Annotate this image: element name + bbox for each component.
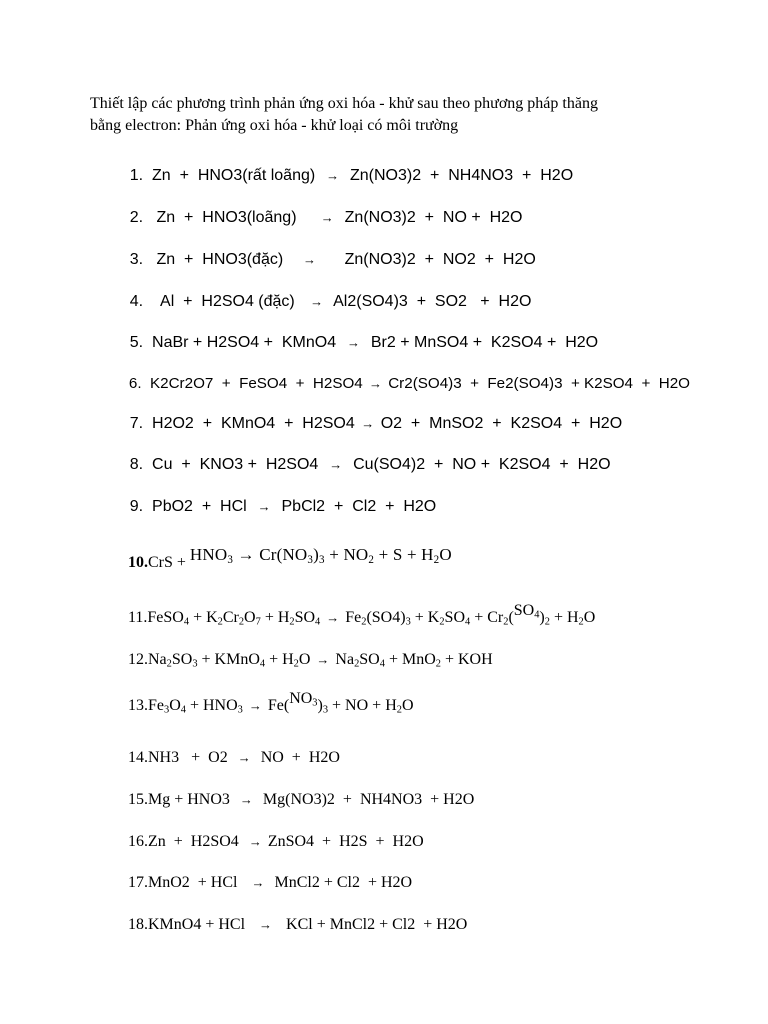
arrow-icon: → xyxy=(361,416,375,431)
arrow-icon: → xyxy=(237,750,251,765)
products: Br2 + MnSO4 + K2SO4 + H2O xyxy=(370,334,599,351)
products: Cu(SO4)2 + NO + K2SO4 + H2O xyxy=(353,456,611,473)
products: MnCl2 + Cl2 + H2O xyxy=(274,874,413,891)
equation-number: 10. xyxy=(128,554,148,571)
equation-number: 17. xyxy=(128,874,148,891)
reactants: Zn + HNO3(loãng) xyxy=(156,209,297,226)
equation-text: $Na_2SO_3$ + KMnO$_4$ + $H_2O \to Na_2SO_4 + MnO_2$ + KOH xyxy=(148,651,493,670)
arrow-icon: → xyxy=(302,252,316,267)
arrow-icon: → xyxy=(320,210,334,225)
equation-number: 8. xyxy=(129,456,144,473)
arrow-icon: → xyxy=(251,875,265,890)
arrow-icon: → xyxy=(368,376,382,391)
arrow-icon: → xyxy=(346,335,360,350)
intro-paragraph xyxy=(90,93,730,137)
equation-number: 2. xyxy=(129,209,144,226)
equation-number: 3. xyxy=(129,251,144,268)
products: Al2(SO4)3 + SO2 + H2O xyxy=(333,293,532,310)
equation-number: 5. xyxy=(129,334,144,351)
products: Mg(NO3)2 + NH4NO3 + H2O xyxy=(262,791,475,808)
reactants: K2Cr2O7 + FeSO4 + H2SO4 xyxy=(150,375,363,392)
equation-13 xyxy=(112,676,414,736)
arrow-icon: → xyxy=(257,499,271,514)
reactants: KMnO4 + HCl xyxy=(148,916,246,933)
reactants: CrS + xyxy=(148,554,186,571)
equation-number: 7. xyxy=(129,415,144,432)
products: O2 + MnSO2 + K2SO4 + H2O xyxy=(380,415,623,432)
arrow-icon: → xyxy=(248,834,262,849)
equation-text: FeSO$_4$ + $K_2Cr_2O_7 + H_2SO_4 \to Fe_2(SO4)_3 + K_2SO_4 + Cr_2(SO_4)_2 + H_2O$ xyxy=(147,602,596,628)
reactants: Mg + HNO3 xyxy=(148,791,230,808)
reactants: MnO2 + HCl xyxy=(148,874,238,891)
reactants: Zn + HNO3(rất loãng) xyxy=(152,167,316,184)
products: NO + H2O xyxy=(260,749,340,766)
intro-line-1: Thiết lập các phương trình phản ứng oxi hóa - khử sau theo phương pháp thăng xyxy=(90,95,598,112)
arrow-icon: → xyxy=(259,917,273,932)
products: Zn(NO3)2 + NH4NO3 + H2O xyxy=(349,167,574,184)
equation-number: 11. xyxy=(128,609,148,626)
equation-number: 16. xyxy=(128,833,148,850)
equation-18 xyxy=(112,895,467,955)
reactants: NaBr + H2SO4 + KMnO4 xyxy=(152,334,337,351)
reactants: PbO2 + HCl xyxy=(152,498,247,515)
formula-image: $HNO_3 \to Cr(NO_3)_3 + NO_2 + S + H_2O$ xyxy=(189,545,452,566)
arrow-icon: → xyxy=(326,168,340,183)
equation-10 xyxy=(112,532,452,593)
arrow-icon: → xyxy=(310,294,324,309)
equation-number: 14. xyxy=(128,749,148,766)
reactants: Cu + KNO3 + H2SO4 xyxy=(152,456,319,473)
reactants: NH3 + O2 xyxy=(148,749,228,766)
reactants: Al + H2SO4 (đặc) xyxy=(160,293,295,310)
reactants: Zn + H2SO4 xyxy=(148,833,239,850)
intro-line-2: bằng electron: Phản ứng oxi hóa - khử loại có môi trường xyxy=(90,117,459,134)
products: KCl + MnCl2 + Cl2 + H2O xyxy=(286,916,468,933)
equation-text: $Fe_3O_4 + HNO_3 \to Fe(NO_3)_3$ + NO + $H_2O$ xyxy=(148,690,414,716)
equation-number: 1. xyxy=(129,167,144,184)
equation-number: 13. xyxy=(128,697,148,714)
products: Zn(NO3)2 + NO2 + H2O xyxy=(344,251,536,268)
equation-number: 15. xyxy=(128,791,148,808)
reactants: Zn + HNO3(đặc) xyxy=(156,251,284,268)
equation-number: 18. xyxy=(128,916,148,933)
reactants: H2O2 + KMnO4 + H2SO4 xyxy=(152,415,355,432)
products: Zn(NO3)2 + NO + H2O xyxy=(344,209,523,226)
equation-number: 12. xyxy=(128,651,148,668)
arrow-icon: → xyxy=(239,792,253,807)
equation-9 xyxy=(112,477,436,537)
equation-number: 6. xyxy=(128,375,142,392)
arrow-icon: → xyxy=(329,457,343,472)
equation-number: 4. xyxy=(129,293,144,310)
equation-number: 9. xyxy=(129,498,144,515)
products: PbCl2 + Cl2 + H2O xyxy=(281,498,437,515)
products: Cr2(SO4)3 + Fe2(SO4)3 + K2SO4 + H2O xyxy=(388,375,690,392)
products: ZnSO4 + H2S + H2O xyxy=(267,833,424,850)
